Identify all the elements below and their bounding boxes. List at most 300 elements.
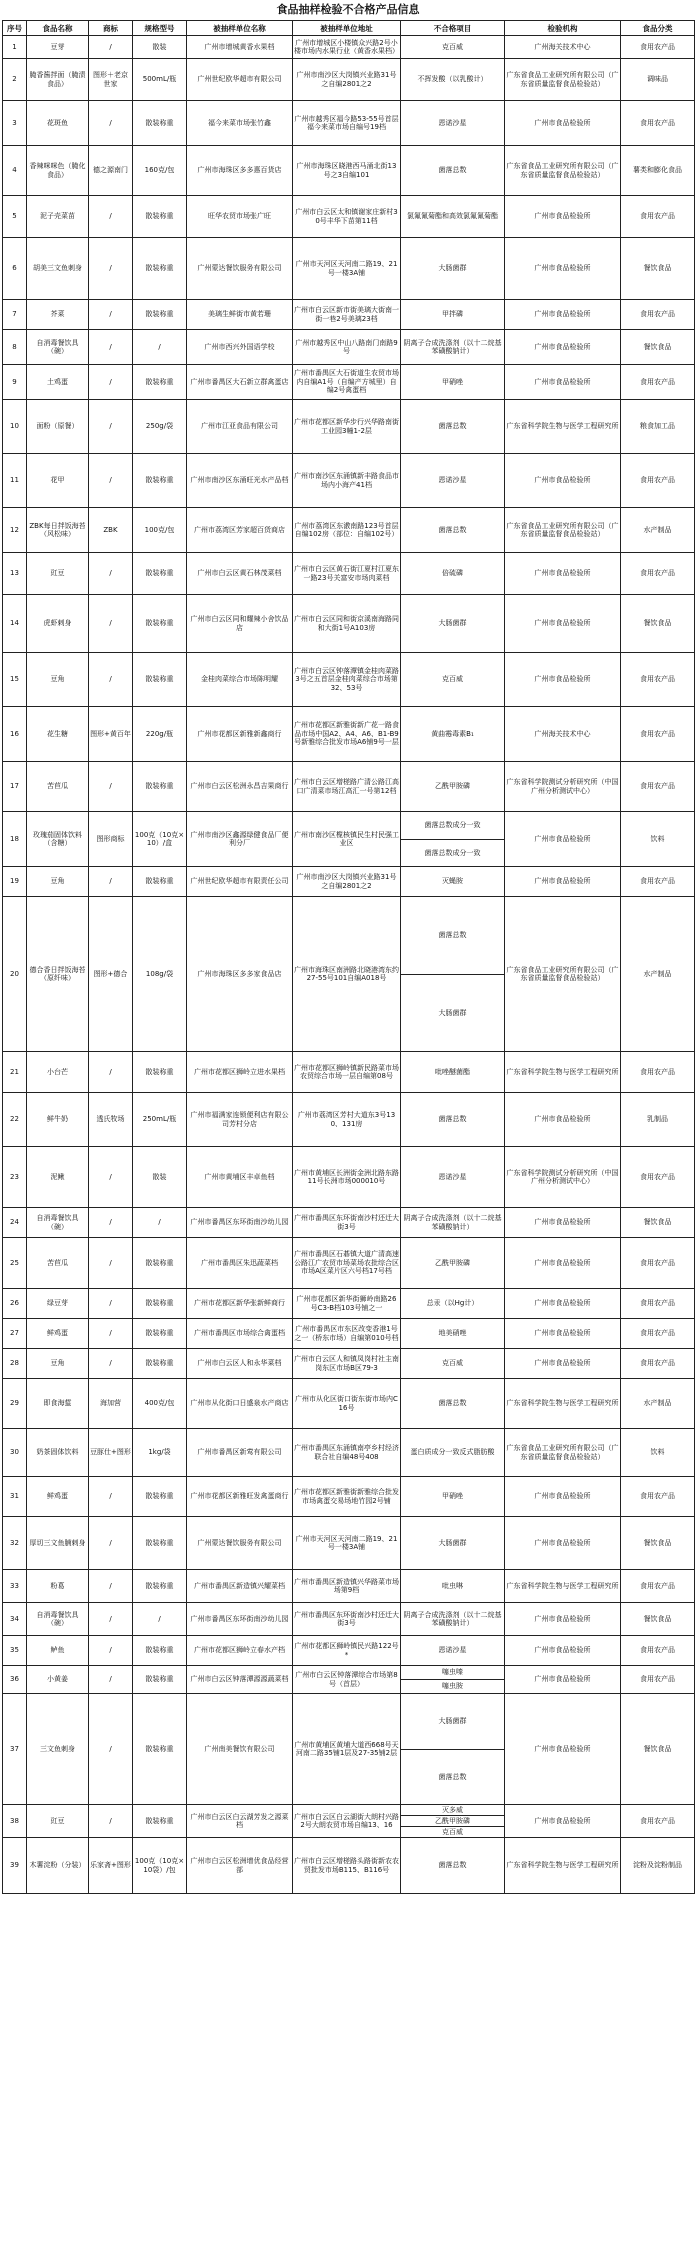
cell-cat: 食用农产品 — [621, 1289, 695, 1319]
table-row — [3, 59, 695, 101]
failed-item: 菌落总数 — [438, 1399, 467, 1408]
cell-no: 30 — [3, 1429, 27, 1477]
cell-brand: / — [89, 1289, 133, 1319]
cell-no: 14 — [3, 595, 27, 653]
cell-name: 苦苣瓜 — [27, 762, 89, 812]
cell-failed-items — [401, 553, 505, 595]
failed-item: 大肠菌群 — [438, 619, 467, 628]
failed-item: 噻虫胺 — [442, 1682, 463, 1691]
failed-item: 恩诺沙星 — [438, 1646, 467, 1655]
cell-brand: 图形+黄百年 — [89, 707, 133, 762]
cell-cat: 食用农产品 — [621, 707, 695, 762]
cell-lab: 广东省科学院生物与医学工程研究所 — [505, 1379, 621, 1429]
cell-cat: 食用农产品 — [621, 1666, 695, 1694]
cell-no: 8 — [3, 330, 27, 365]
failed-item: 菌落总数 — [438, 1115, 467, 1124]
cell-name: 鲜鸡蛋 — [27, 1477, 89, 1517]
cell-name: 小台芒 — [27, 1052, 89, 1093]
failed-item: 大肠菌群 — [438, 1008, 467, 1017]
cell-name: 面粉（原餐） — [27, 400, 89, 454]
cell-lab: 广州市食品检验所 — [505, 330, 621, 365]
cell-brand: / — [89, 36, 133, 59]
cell-brand: 图形商标 — [89, 812, 133, 867]
cell-no: 38 — [3, 1805, 27, 1838]
cell-no: 1 — [3, 36, 27, 59]
cell-failed-items — [401, 400, 505, 454]
cell-unit: 广州市白云区黄石林茂菜档 — [187, 553, 293, 595]
cell-spec: 散装称重 — [133, 762, 187, 812]
cell-cat: 餐饮食品 — [621, 1208, 695, 1238]
cell-unit: 广州市白云区钟落潭源源蔬菜档 — [187, 1666, 293, 1694]
cell-no: 9 — [3, 365, 27, 400]
cell-addr: 广州市增城区小楼镇众兴路2号小楼市场内水果行业（黄香水果档） — [293, 36, 401, 59]
cell-addr: 广州市番禺区大石街道生农贸市场内自编A1号（自编产方城里）自编2号禽蛋档 — [293, 365, 401, 400]
cell-addr: 广州市白云区白云湖街大朗村兴路2号大朗农贸市场自编13、16 — [293, 1805, 401, 1838]
cell-spec: 散装称重 — [133, 1289, 187, 1319]
cell-lab: 广东省食品工业研究所有限公司（广东省质量监督食品检验站） — [505, 146, 621, 196]
cell-spec: 散装称重 — [133, 1694, 187, 1805]
cell-lab: 广东省科学院生物与医学工程研究所 — [505, 1052, 621, 1093]
cell-name: 腌香酱拌面（腌渍食品） — [27, 59, 89, 101]
table-row — [3, 400, 695, 454]
cell-spec: 散装称重 — [133, 1319, 187, 1349]
cell-name: 土鸡蛋 — [27, 365, 89, 400]
cell-lab: 广东省科学院测试分析研究所（中国广州分析测试中心） — [505, 1147, 621, 1208]
cell-failed-items — [401, 300, 505, 330]
cell-no: 32 — [3, 1517, 27, 1570]
cell-spec: 散装称重 — [133, 1570, 187, 1603]
cell-cat: 饮料 — [621, 812, 695, 867]
cell-name: 豆角 — [27, 867, 89, 897]
cell-unit: 广州蒙达餐饮服务有限公司 — [187, 238, 293, 300]
cell-addr: 广州市天河区天河南二路19、21号一楼3A铺 — [293, 1517, 401, 1570]
cell-cat: 食用农产品 — [621, 653, 695, 707]
cell-cat: 食用农产品 — [621, 36, 695, 59]
table-row — [3, 101, 695, 146]
cell-unit: 广州市西兴外国语学校 — [187, 330, 293, 365]
cell-name: 粉葛 — [27, 1570, 89, 1603]
cell-spec: 散装称重 — [133, 1238, 187, 1289]
cell-name: 豇豆 — [27, 1805, 89, 1838]
cell-failed-items — [401, 1093, 505, 1147]
failed-item: 甲拌磷 — [442, 310, 463, 319]
cell-failed-items — [401, 59, 505, 101]
cell-brand: / — [89, 1666, 133, 1694]
cell-addr: 广州市番禺区新造镇兴华路菜市场场第9档 — [293, 1570, 401, 1603]
cell-failed-items — [401, 101, 505, 146]
cell-spec: 散装称重 — [133, 1805, 187, 1838]
cell-lab: 广东省食品工业研究所有限公司（广东省质量监督食品检验站） — [505, 897, 621, 1052]
table-row — [3, 653, 695, 707]
cell-name: 奶茶固体饮料 — [27, 1429, 89, 1477]
cell-no: 35 — [3, 1636, 27, 1666]
cell-no: 3 — [3, 101, 27, 146]
cell-brand: / — [89, 1147, 133, 1208]
table-row — [3, 1093, 695, 1147]
cell-spec: 散装称重 — [133, 1052, 187, 1093]
cell-brand: / — [89, 553, 133, 595]
cell-addr: 广州市天河区天河南二路19、21号一楼3A铺 — [293, 238, 401, 300]
cell-spec: 散装称重 — [133, 1349, 187, 1379]
cell-brand: 德之源南门 — [89, 146, 133, 196]
failed-item: 倍硫磷 — [442, 569, 463, 578]
column-header: 不合格项目 — [401, 21, 505, 36]
failed-item: 阴离子合成洗涤剂（以十二烷基苯磺酸钠计） — [403, 1214, 502, 1231]
cell-brand: 乐家斋+图形 — [89, 1838, 133, 1894]
failed-item: 蛋白质成分一致反式脂肪酸 — [410, 1448, 495, 1457]
failed-item: 菌落总数 — [438, 525, 467, 534]
table-row — [3, 1603, 695, 1636]
cell-no: 25 — [3, 1238, 27, 1289]
cell-lab: 广州市食品检验所 — [505, 1349, 621, 1379]
cell-brand: / — [89, 454, 133, 508]
cell-lab: 广州市食品检验所 — [505, 454, 621, 508]
cell-unit: 广州市南沙区鑫源绿健食品厂便利分厂 — [187, 812, 293, 867]
table-row — [3, 1379, 695, 1429]
column-header: 被抽样单位名称 — [187, 21, 293, 36]
cell-spec: 散装 — [133, 1147, 187, 1208]
cell-cat: 食用农产品 — [621, 1052, 695, 1093]
cell-failed-items — [401, 1694, 505, 1805]
cell-unit: 广州市白云区松洲增优食品经营部 — [187, 1838, 293, 1894]
cell-addr: 广州市花都区新雅街新雅综合批发市场禽蛋交易场地竹园2号铺 — [293, 1477, 401, 1517]
cell-unit: 广州南美餐饮有限公司 — [187, 1694, 293, 1805]
cell-addr: 广州市番禺区东涌镇南亭乡村经济联合社自编48号408 — [293, 1429, 401, 1477]
cell-spec: 100克（10克×10）/盒 — [133, 812, 187, 867]
table-row — [3, 1147, 695, 1208]
table-row — [3, 508, 695, 553]
failed-item: 恩诺沙星 — [438, 118, 467, 127]
cell-lab: 广州市食品检验所 — [505, 595, 621, 653]
cell-name: 木薯淀粉（分装） — [27, 1838, 89, 1894]
cell-cat: 食用农产品 — [621, 1477, 695, 1517]
cell-spec: 100克（10克×10袋）/包 — [133, 1838, 187, 1894]
cell-failed-items — [401, 1517, 505, 1570]
cell-lab: 广州市食品检验所 — [505, 1289, 621, 1319]
cell-name: 虎虾刺身 — [27, 595, 89, 653]
cell-failed-items — [401, 330, 505, 365]
table-row — [3, 36, 695, 59]
table-row — [3, 1838, 695, 1894]
cell-lab: 广东省食品工业研究所有限公司（广东省质量监督食品检验站） — [505, 508, 621, 553]
table-row — [3, 1319, 695, 1349]
cell-lab: 广州市食品检验所 — [505, 1477, 621, 1517]
cell-addr: 广州市海珠区晓港西马涌北街13号之3自编101 — [293, 146, 401, 196]
cell-cat: 食用农产品 — [621, 300, 695, 330]
cell-cat: 食用农产品 — [621, 1147, 695, 1208]
cell-unit: 广州市番禺区朱迅蔬菜档 — [187, 1238, 293, 1289]
cell-no: 33 — [3, 1570, 27, 1603]
cell-cat: 淀粉及淀粉制品 — [621, 1838, 695, 1894]
page-title: 食品抽样检验不合格产品信息 — [276, 3, 420, 16]
cell-addr: 广州市南沙区东涌镇新丰路食品市场内小海产41档 — [293, 454, 401, 508]
cell-brand: 图形＋老京世家 — [89, 59, 133, 101]
cell-lab: 广州市食品检验所 — [505, 365, 621, 400]
failed-item: 阴离子合成洗涤剂（以十二烷基苯磺酸钠计） — [403, 338, 502, 355]
table-row — [3, 762, 695, 812]
cell-no: 19 — [3, 867, 27, 897]
cell-failed-items — [401, 454, 505, 508]
cell-failed-items — [401, 1052, 505, 1093]
failed-item: 噻虫嗪 — [401, 1666, 504, 1680]
cell-addr: 广州市荔湾区东漖南路123号首层自编102房（部位：自编102号） — [293, 508, 401, 553]
cell-cat: 食用农产品 — [621, 454, 695, 508]
cell-unit: 广州市荔湾区芳家超百货商店 — [187, 508, 293, 553]
cell-name: 胡美三文鱼刺身 — [27, 238, 89, 300]
cell-no: 34 — [3, 1603, 27, 1636]
cell-brand: ZBK — [89, 508, 133, 553]
cell-lab: 广东省科学院生物与医学工程研究所 — [505, 400, 621, 454]
cell-brand: / — [89, 1636, 133, 1666]
cell-failed-items — [401, 1147, 505, 1208]
cell-name: 玫瑰茄固体饮料（含糖） — [27, 812, 89, 867]
failed-item: 克百威 — [442, 1827, 463, 1836]
cell-brand: / — [89, 365, 133, 400]
cell-failed-items — [401, 1570, 505, 1603]
cell-addr: 广州市南沙区大岗镇兴业路31号之自编2801之2 — [293, 59, 401, 101]
cell-lab: 广东省食品工业研究所有限公司（广东省质量监督食品检验站） — [505, 59, 621, 101]
table-row — [3, 1636, 695, 1666]
cell-addr: 广州市番禺区东环街南沙村还迁大街3号 — [293, 1208, 401, 1238]
cell-failed-items — [401, 1349, 505, 1379]
cell-spec: / — [133, 330, 187, 365]
cell-no: 5 — [3, 196, 27, 238]
failed-item: 乙酰甲胺磷 — [401, 1816, 504, 1827]
failed-item: 乙酰甲胺磷 — [435, 1258, 470, 1267]
table-row — [3, 897, 695, 1052]
cell-spec: 散装称重 — [133, 1666, 187, 1694]
cell-spec: 500mL/瓶 — [133, 59, 187, 101]
failed-item: 菌落总数 — [438, 166, 467, 175]
cell-name: 即食海蜇 — [27, 1379, 89, 1429]
cell-spec: 散装称重 — [133, 454, 187, 508]
cell-addr: 广州市白云区增槎路广清公路江高口广清菜市场江高汇一号第12档 — [293, 762, 401, 812]
cell-lab: 广州海关技术中心 — [505, 707, 621, 762]
failed-item: 灭蝇胺 — [442, 877, 463, 886]
cell-no: 18 — [3, 812, 27, 867]
cell-unit: 广州市番禺区东环街南沙幼儿园 — [187, 1603, 293, 1636]
table-row — [3, 238, 695, 300]
cell-unit: 广州市海珠区多多惠百货店 — [187, 146, 293, 196]
cell-brand: / — [89, 1052, 133, 1093]
cell-lab: 广东省科学院生物与医学工程研究所 — [505, 1570, 621, 1603]
cell-cat: 食用农产品 — [621, 1319, 695, 1349]
cell-unit: 广州市番禺区大石新立群禽蛋店 — [187, 365, 293, 400]
cell-no: 23 — [3, 1147, 27, 1208]
cell-unit: 广州市花都区新雅旺发禽蛋商行 — [187, 1477, 293, 1517]
cell-no: 31 — [3, 1477, 27, 1517]
cell-brand: / — [89, 1517, 133, 1570]
table-row — [3, 595, 695, 653]
cell-addr: 广州市白云区新市街美璃大街南一街一巷2号美璃23档 — [293, 300, 401, 330]
cell-cat: 餐饮食品 — [621, 595, 695, 653]
cell-addr: 广州市花都区新华街狮岭南路26号C3-B档103号铺之一 — [293, 1289, 401, 1319]
cell-addr: 广州市白云区太和镇谢家庄新村30号丰华下苗第11档 — [293, 196, 401, 238]
failed-item: 菌落总数 — [438, 1861, 467, 1870]
cell-cat: 餐饮食品 — [621, 1603, 695, 1636]
cell-unit: 广州市花都区狮岭立春水产档 — [187, 1636, 293, 1666]
cell-failed-items — [401, 1379, 505, 1429]
cell-lab: 广东省科学院生物与医学工程研究所 — [505, 1838, 621, 1894]
cell-spec: 散装称重 — [133, 101, 187, 146]
cell-name: 绿豆芽 — [27, 1289, 89, 1319]
cell-unit: 广州市白云区松洲永昌吉果商行 — [187, 762, 293, 812]
cell-lab: 广州市食品检验所 — [505, 1093, 621, 1147]
cell-unit: 广州市番禺区新莺有限公司 — [187, 1429, 293, 1477]
table-row — [3, 867, 695, 897]
cell-lab: 广东省科学院测试分析研究所（中国广州分析测试中心） — [505, 762, 621, 812]
failed-item: 菌落总数 — [438, 1772, 467, 1781]
cell-cat: 乳制品 — [621, 1093, 695, 1147]
cell-name: 豆角 — [27, 653, 89, 707]
cell-addr: 广州市白云区黄石街江夏村江夏东一路23号关富安市场肉菜档 — [293, 553, 401, 595]
cell-name: 豇豆 — [27, 553, 89, 595]
cell-name: 花斑鱼 — [27, 101, 89, 146]
cell-addr: 广州市从化区街口街东街市场内C16号 — [293, 1379, 401, 1429]
cell-failed-items — [401, 1805, 505, 1838]
cell-lab: 广州市食品检验所 — [505, 867, 621, 897]
cell-spec: 散装称重 — [133, 653, 187, 707]
cell-no: 2 — [3, 59, 27, 101]
cell-no: 15 — [3, 653, 27, 707]
cell-cat: 薯类和膨化食品 — [621, 146, 695, 196]
cell-spec: 1kg/袋 — [133, 1429, 187, 1477]
table-row — [3, 1052, 695, 1093]
cell-cat: 食用农产品 — [621, 1636, 695, 1666]
cell-no: 28 — [3, 1349, 27, 1379]
cell-spec: 散装 — [133, 36, 187, 59]
cell-brand: / — [89, 1570, 133, 1603]
table-row — [3, 1805, 695, 1838]
cell-lab: 广州市食品检验所 — [505, 1517, 621, 1570]
cell-addr: 广州市白云区同和街京溪南海路同和大街1号A103房 — [293, 595, 401, 653]
cell-cat: 食用农产品 — [621, 1570, 695, 1603]
failed-item: 吡唑醚菌酯 — [435, 1067, 470, 1076]
column-header: 规格型号 — [133, 21, 187, 36]
cell-name: 自消毒餐饮具（碗） — [27, 1603, 89, 1636]
cell-brand: 透氏牧场 — [89, 1093, 133, 1147]
cell-failed-items — [401, 1666, 505, 1694]
cell-name: 德合香日拌饭海苔（原纤味） — [27, 897, 89, 1052]
cell-brand: / — [89, 1603, 133, 1636]
cell-no: 37 — [3, 1694, 27, 1805]
table-row — [3, 1289, 695, 1319]
cell-no: 21 — [3, 1052, 27, 1093]
failed-item: 克百威 — [442, 1359, 463, 1368]
cell-failed-items — [401, 1429, 505, 1477]
cell-brand: / — [89, 653, 133, 707]
cell-addr: 广州市番禺区东环街南沙村还迁大街3号 — [293, 1603, 401, 1636]
cell-spec: 散装称重 — [133, 300, 187, 330]
table-row — [3, 1570, 695, 1603]
cell-failed-items — [401, 812, 505, 867]
cell-brand: 海加营 — [89, 1379, 133, 1429]
cell-no: 20 — [3, 897, 27, 1052]
failed-item: 恩诺沙星 — [438, 1172, 467, 1181]
table-row — [3, 196, 695, 238]
cell-name: 自消毒餐饮具（碗） — [27, 1208, 89, 1238]
cell-name: 鲜牛奶 — [27, 1093, 89, 1147]
cell-lab: 广州市食品检验所 — [505, 1603, 621, 1636]
cell-addr: 广州市番禺区石碁镇大道广清高速公路江广农贸市场菜场农批综合区市场A区菜片区六号档17号档 — [293, 1238, 401, 1289]
cell-brand: 图形+德合 — [89, 897, 133, 1052]
cell-no: 27 — [3, 1319, 27, 1349]
failed-item: 甲硝唑 — [442, 377, 463, 386]
cell-unit: 广州市白云区同和耀辣小舍饮品店 — [187, 595, 293, 653]
cell-brand: / — [89, 196, 133, 238]
table-row — [3, 365, 695, 400]
cell-unit: 广州市江亚食品有限公司 — [187, 400, 293, 454]
cell-brand: / — [89, 400, 133, 454]
failed-item: 克百威 — [442, 42, 463, 51]
cell-spec: 散装称重 — [133, 365, 187, 400]
failed-item: 大肠菌群 — [438, 264, 467, 273]
failed-item: 大肠菌群 — [438, 1538, 467, 1547]
table-row — [3, 146, 695, 196]
cell-failed-items — [401, 1477, 505, 1517]
cell-brand: / — [89, 238, 133, 300]
cell-brand: / — [89, 300, 133, 330]
table-row — [3, 1349, 695, 1379]
cell-unit: 广州市南沙区东涌旺光水产品档 — [187, 454, 293, 508]
cell-unit: 金桂肉菜综合市场陈明耀 — [187, 653, 293, 707]
cell-addr: 广州市南沙区榄核镇民生村民强工业区 — [293, 812, 401, 867]
cell-failed-items — [401, 707, 505, 762]
cell-unit: 广州市花都区狮岭立进水果档 — [187, 1052, 293, 1093]
table-row — [3, 1477, 695, 1517]
cell-name: 自消毒餐饮具（碗） — [27, 330, 89, 365]
failed-item: 地美硝唑 — [438, 1329, 467, 1338]
cell-cat: 饮料 — [621, 1429, 695, 1477]
cell-addr: 广州市白云区人和镇凤岗村社主南岗东区市场B区79-3 — [293, 1349, 401, 1379]
cell-lab: 广东省食品工业研究所有限公司（广东省质量监督食品检验站） — [505, 1429, 621, 1477]
cell-unit: 广州蒙达餐饮服务有限公司 — [187, 1517, 293, 1570]
cell-addr: 广州市越秀区福今路53-55号首层福今来菜市场自编号19档 — [293, 101, 401, 146]
cell-brand: / — [89, 762, 133, 812]
cell-spec: 散装称重 — [133, 238, 187, 300]
cell-addr: 广州市海珠区南洲路北晓港湾东约27-55号101自编A018号 — [293, 897, 401, 1052]
cell-unit: 广州市番禺区市场综合禽蛋档 — [187, 1319, 293, 1349]
cell-name: 三文鱼刺身 — [27, 1694, 89, 1805]
cell-name: 香辣咪咪色（腌化食品） — [27, 146, 89, 196]
cell-brand: / — [89, 1208, 133, 1238]
cell-no: 29 — [3, 1379, 27, 1429]
cell-cat: 食用农产品 — [621, 1238, 695, 1289]
cell-unit: 旺华农贸市场张广旺 — [187, 196, 293, 238]
cell-cat: 餐饮食品 — [621, 1517, 695, 1570]
cell-unit: 广州市白云区白云湖芳发之源菜档 — [187, 1805, 293, 1838]
cell-no: 39 — [3, 1838, 27, 1894]
cell-name: 豆芽 — [27, 36, 89, 59]
cell-unit: 广州市花都区新华张新鲜商行 — [187, 1289, 293, 1319]
cell-spec: 100克/包 — [133, 508, 187, 553]
cell-spec: 散装称重 — [133, 553, 187, 595]
table-row — [3, 1238, 695, 1289]
table-row — [3, 330, 695, 365]
cell-unit: 广州市海珠区多多家食品店 — [187, 897, 293, 1052]
failed-item: 菌落总数成分一致 — [424, 848, 481, 857]
table-row — [3, 454, 695, 508]
cell-lab: 广州市食品检验所 — [505, 1636, 621, 1666]
cell-addr: 广州市黄埔区长洲街金洲北路东路11号长洲市场000010号 — [293, 1147, 401, 1208]
cell-addr: 广州市花都区狮岭镇民兴路122号* — [293, 1636, 401, 1666]
cell-no: 11 — [3, 454, 27, 508]
results-table — [2, 20, 695, 1894]
table-body — [3, 36, 695, 1894]
cell-spec: 散装称重 — [133, 1636, 187, 1666]
cell-spec: 散装称重 — [133, 867, 187, 897]
cell-cat: 粮食加工品 — [621, 400, 695, 454]
